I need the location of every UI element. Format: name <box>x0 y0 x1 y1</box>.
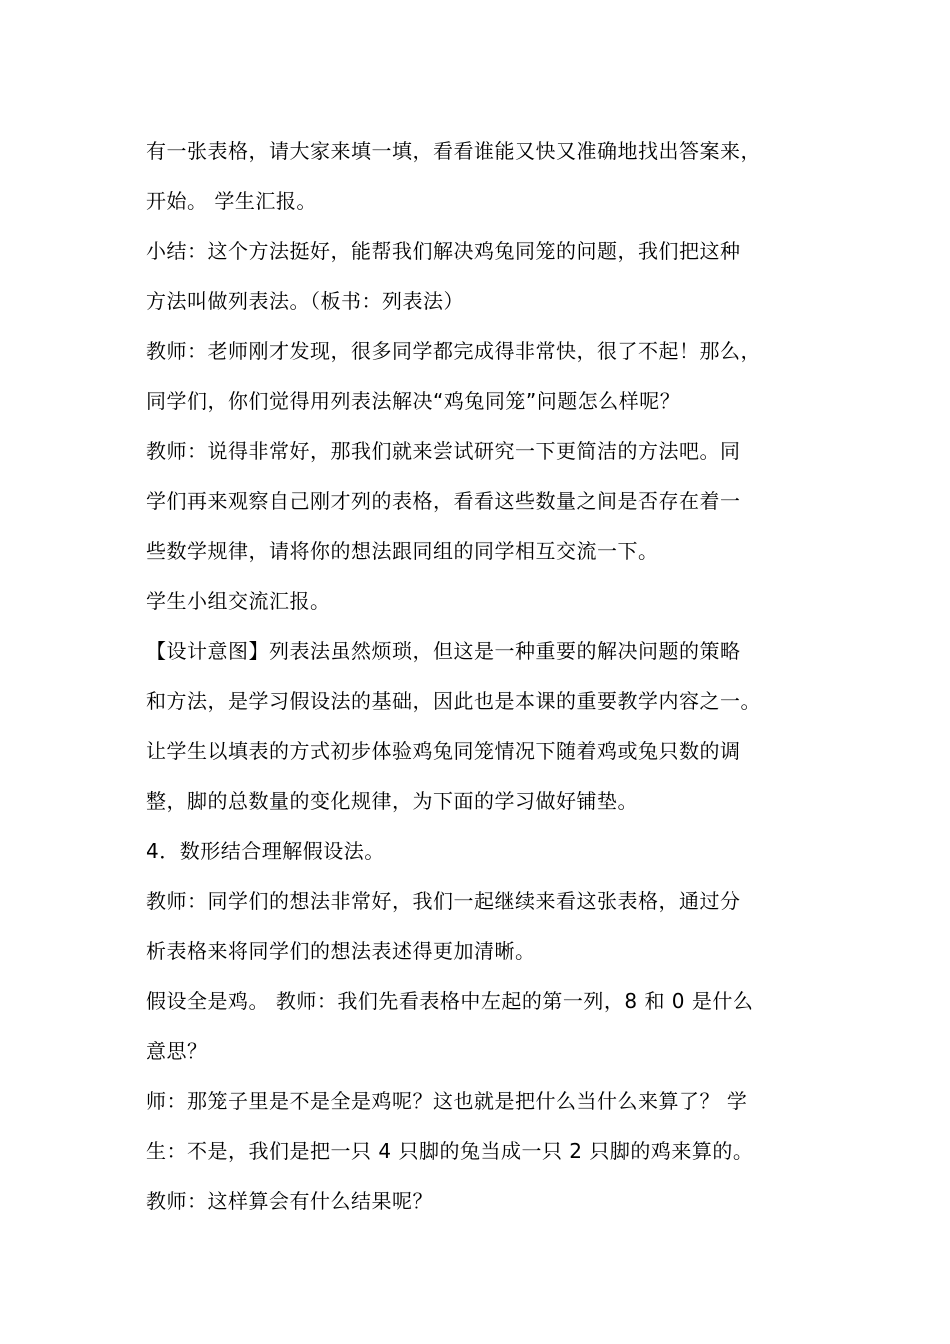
text-line: 【设计意图】列表法虽然烦琐，但这是一种重要的解决问题的策略 <box>146 639 741 663</box>
document-body <box>146 131 836 1231</box>
text-line: 析表格来将同学们的想法表述得更加清晰。 <box>146 939 536 963</box>
text-line: 些数学规律，请将你的想法跟同组的同学相互交流一下。 <box>146 539 659 563</box>
text-line: 让学生以填表的方式初步体验鸡兔同笼情况下随着鸡或兔只数的调 <box>146 739 741 763</box>
text-line: 教师：同学们的想法非常好，我们一起继续来看这张表格，通过分 <box>146 889 741 913</box>
text-line: 开始。 学生汇报。 <box>146 189 317 213</box>
text-line: 小结：这个方法挺好，能帮我们解决鸡兔同笼的问题，我们把这种 <box>146 239 741 263</box>
text-line: 生：不是，我们是把一只 4 只脚的兔当成一只 2 只脚的鸡来算的。 <box>146 1139 754 1163</box>
text-line: 4．数形结合理解假设法。 <box>146 839 385 863</box>
text-line: 意思？ <box>146 1039 208 1063</box>
text-line: 教师：这样算会有什么结果呢？ <box>146 1189 433 1213</box>
text-line: 和方法，是学习假设法的基础，因此也是本课的重要教学内容之一。 <box>146 689 761 713</box>
text-line: 方法叫做列表法。（板书：列表法） <box>146 289 464 313</box>
text-line: 整，脚的总数量的变化规律，为下面的学习做好铺垫。 <box>146 789 638 813</box>
text-line: 假设全是鸡。 教师：我们先看表格中左起的第一列，8 和 0 是什么 <box>146 989 754 1013</box>
text-line: 师：那笼子里是不是全是鸡呢？这也就是把什么当什么来算了？ 学 <box>146 1089 748 1113</box>
text-line: 学们再来观察自己刚才列的表格，看看这些数量之间是否存在着一 <box>146 489 741 513</box>
text-line: 教师：老师刚才发现，很多同学都完成得非常快，很了不起！那么， <box>146 339 761 363</box>
text-line: 有一张表格，请大家来填一填，看看谁能又快又准确地找出答案来， <box>146 139 761 163</box>
text-line: 学生小组交流汇报。 <box>146 589 331 613</box>
text-line: 教师：说得非常好，那我们就来尝试研究一下更简洁的方法吧。同 <box>146 439 741 463</box>
text-line: 同学们，你们觉得用列表法解决“鸡兔同笼”问题怎么样呢？ <box>146 389 681 413</box>
